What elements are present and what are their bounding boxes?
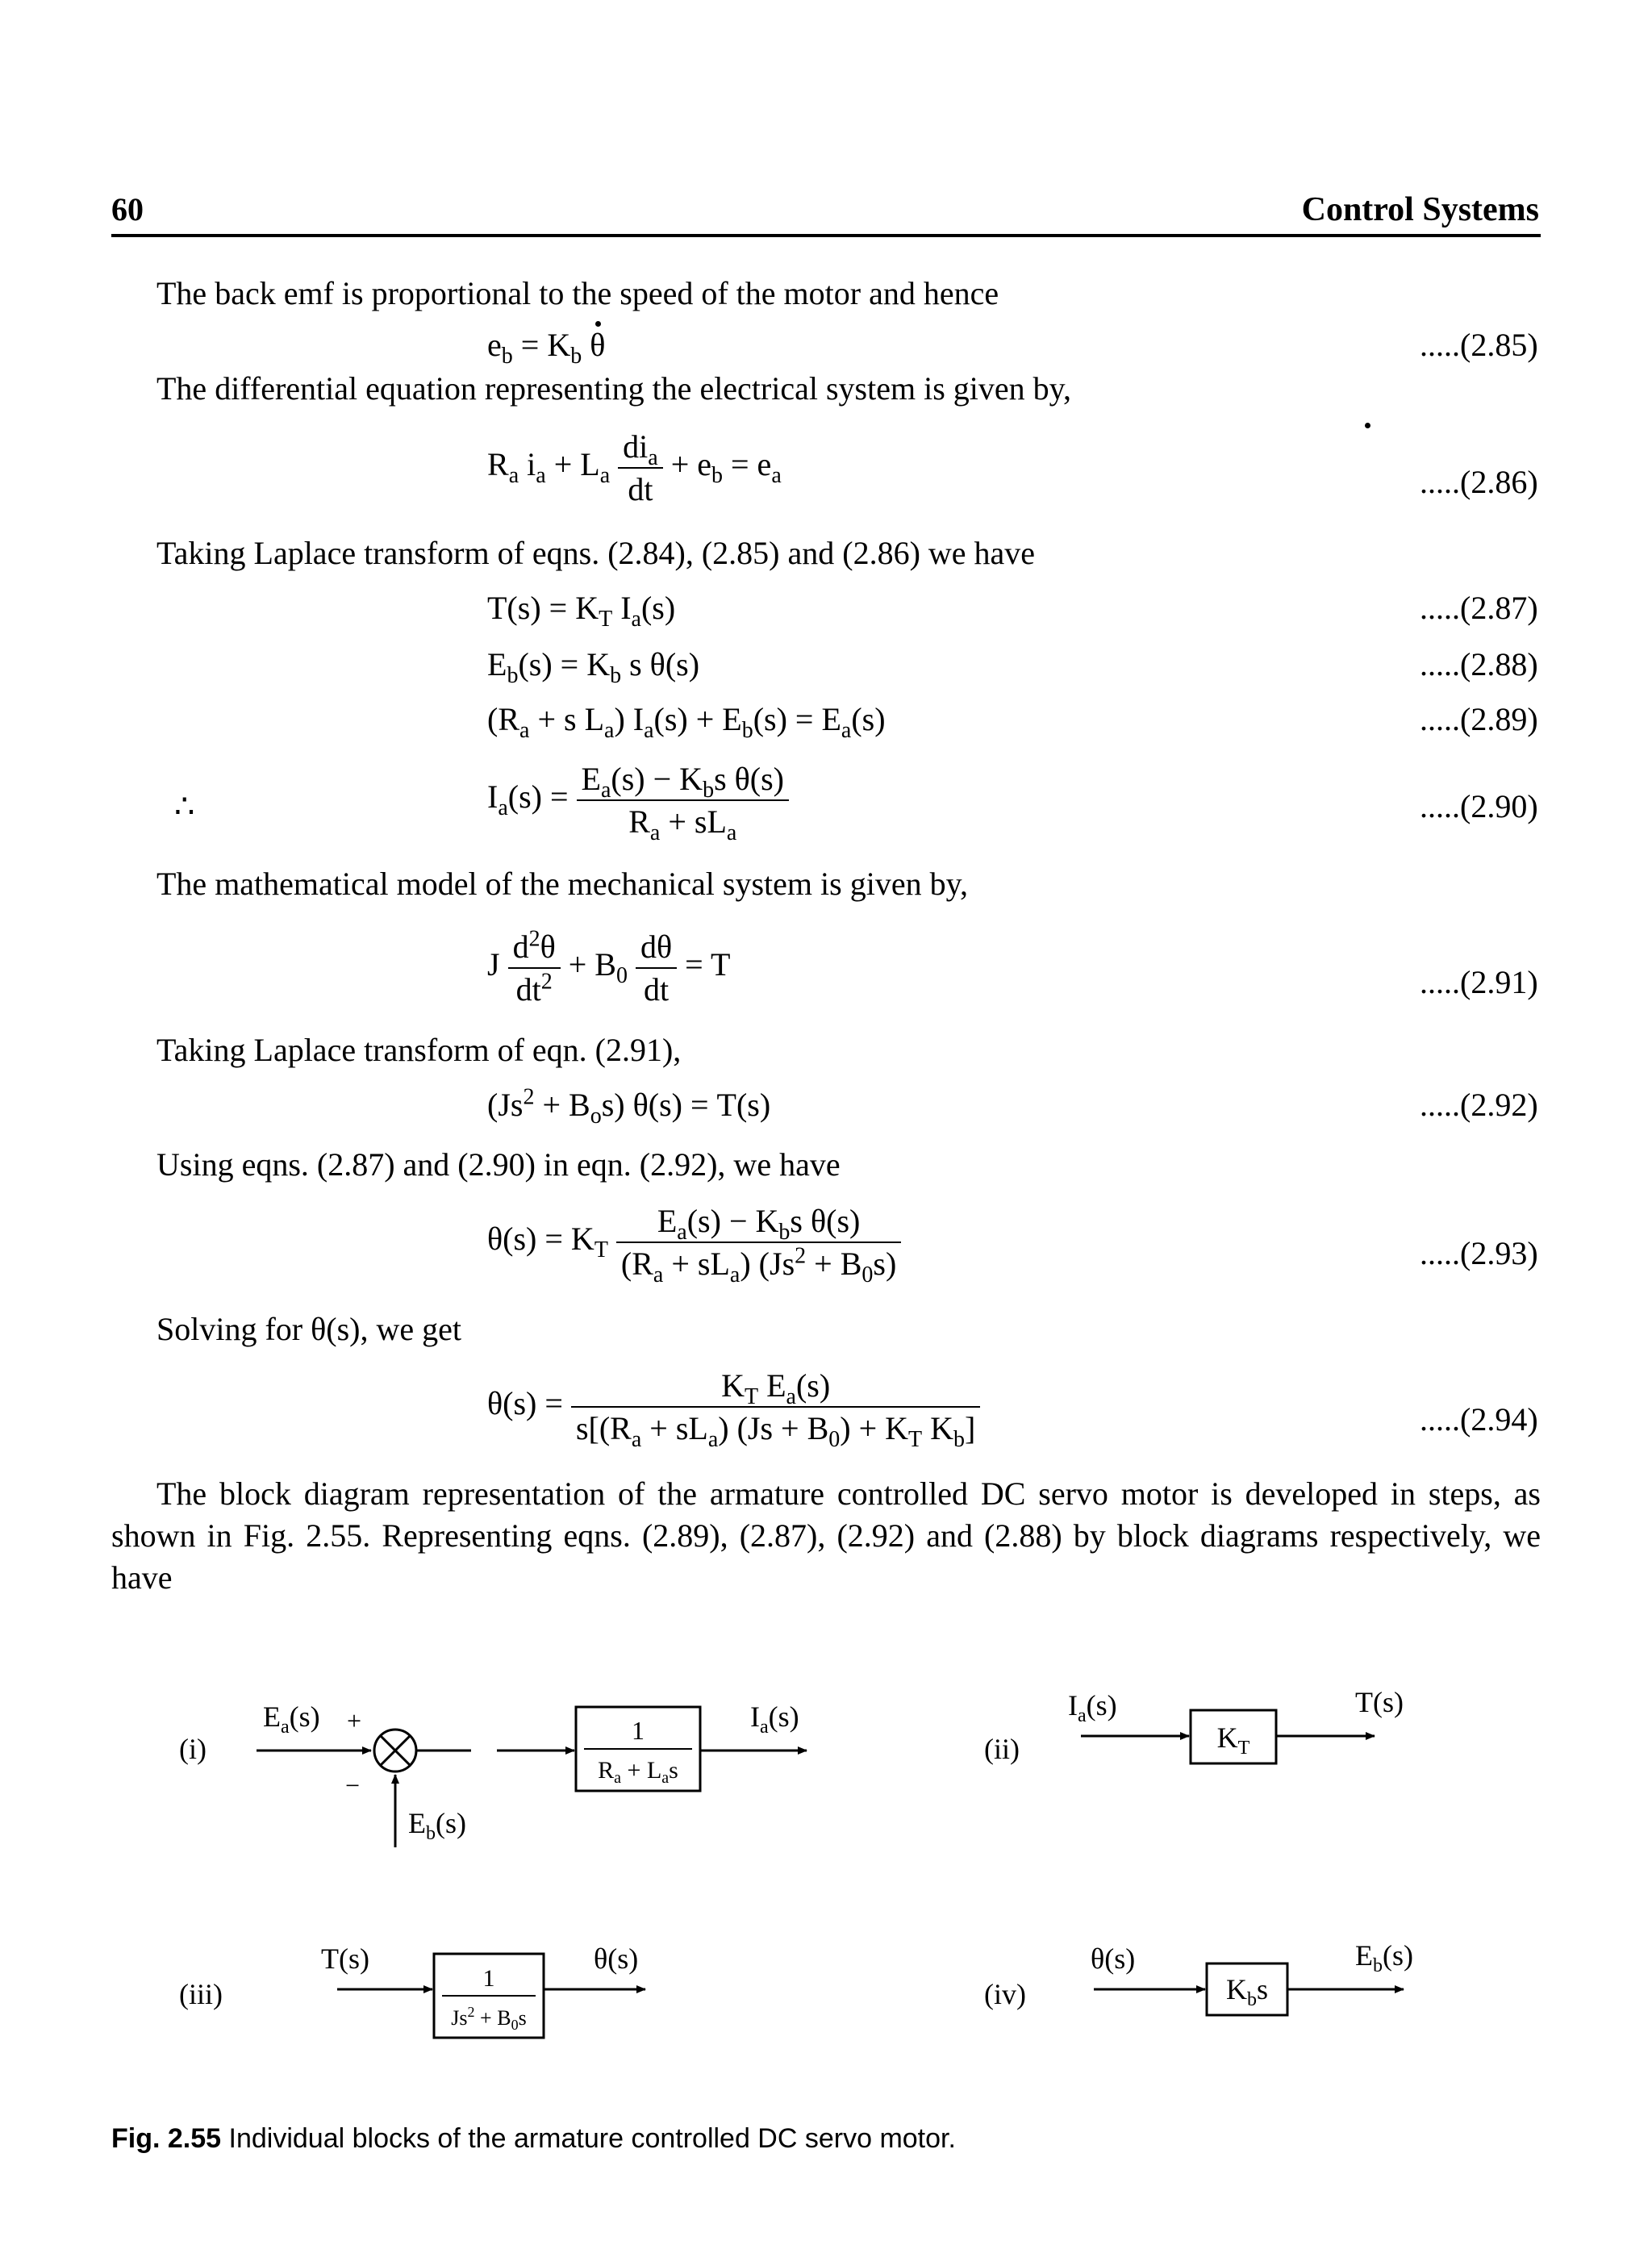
paragraph-block-diagram-intro: The block diagram representation of the armature controlled DC servo motor is developed in steps, as shown in Fig. 2.55. Representing eqns. (2.89), (2.87), (2.92) and (2.88) by block diagrams respectively, we have xyxy=(111,1475,1541,1596)
label-eb-s-iv: $E_b(s)$ xyxy=(1355,1939,1413,1976)
block-kbs-label: $K_bs$ xyxy=(1225,1973,1269,2010)
paragraph-mechanical-model: The mathematical model of the mechanical system is given by, xyxy=(156,866,968,902)
figure-caption xyxy=(111,2123,956,2155)
equation-2-94: θ(s) = $\frac{K_T E_a(s)}{s[(R_a + sL_a) (Js + B_0) + K_T K_b]}$ xyxy=(487,1367,980,1447)
label-theta-s-iv: θ(s) xyxy=(1091,1943,1136,1975)
label-eb-s: $E_b(s)$ xyxy=(408,1807,466,1844)
label-t-s-iii: T(s) xyxy=(321,1943,369,1975)
paragraph-electrical-system: The differential equation representing the electrical system is given by, xyxy=(156,370,1072,407)
equation-number-2-90: .....(2.90) xyxy=(1420,788,1538,824)
panel-ii-torque-constant xyxy=(984,1686,1404,1765)
block-kt-label: $K_T$ xyxy=(1216,1721,1250,1759)
equation-2-87: $T(s) = K_T$ $I_a(s)$ xyxy=(487,590,676,632)
figure-caption-number: Fig. 2.55 xyxy=(111,2123,222,2154)
panel-label-ii: (ii) xyxy=(984,1733,1020,1765)
plus-sign: + xyxy=(347,1706,362,1735)
equation-number-2-85: .....(2.85) xyxy=(1420,327,1538,363)
paragraph-solving-theta: Solving for θ(s), we get xyxy=(156,1311,461,1347)
paragraph-back-emf: The back emf is proportional to the speed of the motor and hence xyxy=(156,275,999,311)
panel-label-i: (i) xyxy=(179,1733,206,1765)
equation-number-2-88: .....(2.88) xyxy=(1420,646,1538,682)
therefore-symbol: ∴ xyxy=(174,788,195,824)
block-iii-numerator: 1 xyxy=(482,1965,495,1992)
figure-caption-text: Individual blocks of the armature controlled DC servo motor. xyxy=(228,2123,956,2154)
page-number: 60 xyxy=(111,191,144,227)
panel-iii-mechanical-block xyxy=(179,1943,645,2038)
label-ea-s: $E_a(s)$ xyxy=(263,1701,320,1738)
panel-label-iv: (iv) xyxy=(984,1978,1026,2010)
equation-2-89: ($R_a + s$ $L_a$) $I_a(s) + E_b(s) = E_a(s)$ xyxy=(487,701,886,743)
label-t-s: T(s) xyxy=(1355,1686,1404,1718)
equation-2-90: $I_a(s)$ = $\frac{E_a(s) - K_bs \theta(s)}{R_a + sL_a}$ xyxy=(487,760,789,841)
equation-2-93: $\theta(s) = K_T$ $\frac{E_a(s) - K_bs \theta(s)}{(R_a + sL_a) (Js^2 + B_0s)}$ xyxy=(487,1202,901,1283)
panel-iv-back-emf-block xyxy=(984,1939,1413,2015)
running-header-title: Control Systems xyxy=(1301,191,1539,228)
equation-number-2-86: .....(2.86) xyxy=(1420,464,1538,500)
equation-2-85: $e_b = K_b$ θ xyxy=(487,327,606,369)
equation-number-2-89: .....(2.89) xyxy=(1420,701,1538,737)
equation-2-91: J $\frac{d^2\theta}{dt^2}$ + $B_0$ $\frac{d\theta}{dt}$ = T xyxy=(487,926,731,1008)
panel-label-iii: (iii) xyxy=(179,1978,223,2010)
equation-2-86: $R_a$ $i_a + L_a$ $\frac{di_a}{dt}$ + $e_b = e_a$ xyxy=(487,428,782,507)
equation-number-2-94: .....(2.94) xyxy=(1420,1401,1538,1438)
panel-i-summing-junction xyxy=(179,1701,807,1847)
paragraph-using-equations: Using eqns. (2.87) and (2.90) in eqn. (2.92), we have xyxy=(156,1146,841,1183)
paragraph-laplace-transform-electrical: Taking Laplace transform of eqns. (2.84), (2.85) and (2.86) we have xyxy=(156,535,1036,571)
equation-number-2-87: .....(2.87) xyxy=(1420,590,1538,626)
paragraph-laplace-transform-mechanical: Taking Laplace transform of eqn. (2.91), xyxy=(156,1032,682,1068)
label-ia-s: $I_a(s)$ xyxy=(750,1701,799,1738)
equation-2-88: $E_b(s) = K_b$ s θ(s) xyxy=(487,646,700,688)
block-iii-denominator: $Js^2 + B_0s$ xyxy=(451,2004,527,2033)
block-i-numerator: 1 xyxy=(632,1716,645,1745)
label-theta-s: θ(s) xyxy=(594,1943,639,1975)
equation-number-2-91: .....(2.91) xyxy=(1420,964,1538,1000)
label-ia-s-ii: $I_a(s)$ xyxy=(1068,1689,1117,1726)
equation-2-92: $(Js^2 + B_os) \theta(s) = T(s)$ xyxy=(487,1084,771,1129)
minus-sign: − xyxy=(345,1771,361,1800)
block-i-denominator: $R_a + L_as$ xyxy=(598,1757,678,1787)
equation-number-2-93: .....(2.93) xyxy=(1420,1235,1538,1271)
equation-number-2-92: .....(2.92) xyxy=(1420,1087,1538,1123)
